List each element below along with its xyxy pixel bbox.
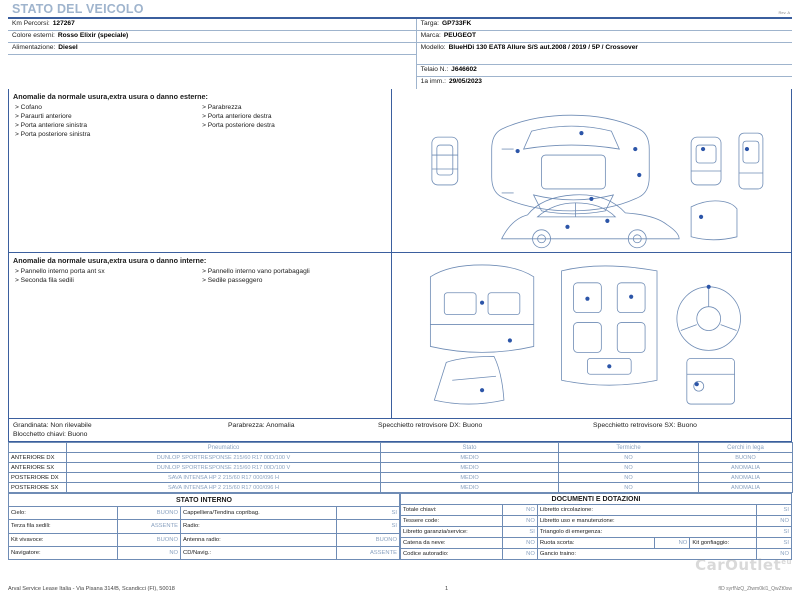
info-row <box>8 31 416 43</box>
notes-label: Specchietto retrovisore DX: <box>378 422 461 429</box>
tyre-rim: ANOMALIA <box>699 483 793 493</box>
field-label: Navigatore: <box>9 546 118 559</box>
table-row <box>9 520 400 533</box>
notes-label: Parabrezza: <box>228 422 265 429</box>
notes-item <box>13 421 228 430</box>
notes-value: Buono <box>67 431 88 438</box>
field-value: SI <box>337 507 400 520</box>
field-value: NO <box>502 538 537 549</box>
list-item: > Porta anteriore sinistra <box>15 122 88 129</box>
tyre-position: POSTERIORE DX <box>9 473 67 483</box>
internal-damage-col2 <box>200 267 387 285</box>
notes-item <box>13 430 228 439</box>
anomalies-column <box>9 89 392 418</box>
field-label: Gancio traino: <box>537 549 756 560</box>
document-body <box>8 2 792 560</box>
tyre-winter: NO <box>559 473 699 483</box>
tyres-col-pos <box>9 443 67 453</box>
table-row <box>9 473 793 483</box>
notes-value: Anomalia <box>266 422 295 429</box>
list-item: > Porta anteriore destra <box>202 113 272 120</box>
table-row <box>9 533 400 546</box>
tyre-state: MEDIO <box>381 463 559 473</box>
notes-value: Buono <box>462 422 483 429</box>
tyres-col-termiche: Termiche <box>559 443 699 453</box>
field-value: BUONO <box>118 533 181 546</box>
field-label: Totale chiavi: <box>401 505 503 516</box>
tyre-position: ANTERIORE SX <box>9 463 67 473</box>
tyre-winter: NO <box>559 483 699 493</box>
notes-item <box>593 421 697 430</box>
tyre-position: POSTERIORE SX <box>9 483 67 493</box>
field-label: Terza fila sedili: <box>9 520 118 533</box>
documents-title: DOCUMENTI E DOTAZIONI <box>401 494 792 505</box>
field-value: SI <box>337 520 400 533</box>
table-row <box>401 538 792 549</box>
watermark-text: CarOutlet <box>695 556 782 574</box>
list-item: > Parabrezza <box>202 104 242 111</box>
tyres-col-tyre: Pneumatico <box>67 443 381 453</box>
notes-label: Blocchetto chiavi: <box>13 431 66 438</box>
field-label: Cappelliera/Tendina copribag. <box>181 507 337 520</box>
exterior-diagram-svg <box>392 89 791 252</box>
field-label: Codice autoradio: <box>401 549 503 560</box>
field-value: NO <box>502 505 537 516</box>
external-damage-col2 <box>200 103 387 139</box>
info-row <box>417 43 792 65</box>
info-value: GP733FK <box>442 20 472 27</box>
tyre-state: MEDIO <box>381 453 559 463</box>
field-value: SI <box>756 505 791 516</box>
notes-value: Non rilevabile <box>50 422 92 429</box>
interior-state-header <box>9 494 400 507</box>
field-value: ASSENTE <box>118 520 181 533</box>
info-value: 127267 <box>52 20 75 27</box>
list-item: > Seconda fila sedili <box>15 277 74 284</box>
list-item: > Paraurti anteriore <box>15 113 72 120</box>
info-row <box>417 77 792 89</box>
tyres-table <box>8 442 793 493</box>
tyre-model: SAVA INTENSA HP 2 215/60 R17 000/096 H <box>67 483 381 493</box>
field-value: SI <box>502 527 537 538</box>
info-label: Telaio N.: <box>420 66 449 73</box>
documents-table <box>400 493 792 560</box>
field-label: Libretto uso e manutenzione: <box>537 516 756 527</box>
table-row <box>9 507 400 520</box>
internal-damage-col1 <box>13 267 200 285</box>
info-value: PEUGEOT <box>443 32 477 39</box>
documents-header <box>401 494 792 505</box>
tyre-rim: ANOMALIA <box>699 473 793 483</box>
field-label: Antenna radio: <box>181 533 337 546</box>
table-row <box>401 505 792 516</box>
field-label: Cielo: <box>9 507 118 520</box>
internal-damage-title: Anomalie da normale usura,extra usura o danno interne: <box>13 256 207 265</box>
field-value: NO <box>502 549 537 560</box>
field-label: Triangolo di emergenza: <box>537 527 756 538</box>
field-label: Kit vivavoce: <box>9 533 118 546</box>
field-label: CD/Navig.: <box>181 546 337 559</box>
info-row <box>8 43 416 55</box>
internal-damage-lists <box>9 267 391 289</box>
field-value: NO <box>502 516 537 527</box>
list-item: > Cofano <box>15 104 42 111</box>
inspection-body <box>8 89 792 419</box>
field-value: NO <box>756 549 791 560</box>
external-damage-col1 <box>13 103 200 139</box>
field-value: BUONO <box>118 507 181 520</box>
interior-diagram <box>392 252 791 418</box>
footer-company: Arval Service Lease Italia - Via Pisana 314/B, Scandicci (FI), 50018 <box>8 586 175 592</box>
tyres-col-stato: Stato <box>381 443 559 453</box>
bottom-tables <box>8 493 792 560</box>
table-row <box>9 453 793 463</box>
info-row-spacer <box>8 55 416 82</box>
list-item: > Pannello interno vano portabagagli <box>202 268 310 275</box>
footer-page-number: 1 <box>445 586 449 592</box>
external-damage-block <box>9 89 391 252</box>
info-value: 29/05/2023 <box>448 78 482 85</box>
info-row <box>8 19 416 31</box>
list-item: > Porta posteriore destra <box>202 122 275 129</box>
info-label: Modello: <box>420 44 446 51</box>
list-item: > Pannello interno porta ant sx <box>15 268 105 275</box>
info-label: Alimentazione: <box>12 44 56 51</box>
notes-label: Grandinata: <box>13 422 49 429</box>
tyre-rim: BUONO <box>699 453 793 463</box>
external-damage-title: Anomalie da normale usura,extra usura o danno esterne: <box>13 92 208 101</box>
notes-line-2 <box>13 430 787 439</box>
info-value: Rosso Elixir (speciale) <box>57 32 129 39</box>
field-value: NO <box>655 538 690 549</box>
tyre-model: DUNLOP SPORTRESPONSE 215/60 R17 00D/100 V <box>67 453 381 463</box>
field-label: Catena da neve: <box>401 538 503 549</box>
notes-item <box>378 421 593 430</box>
tyre-winter: NO <box>559 463 699 473</box>
field-value: SI <box>756 527 791 538</box>
tyre-position: ANTERIORE DX <box>9 453 67 463</box>
exterior-diagram <box>392 89 791 252</box>
field-label: Tessere code: <box>401 516 503 527</box>
tyres-header-row <box>9 443 793 453</box>
field-label: Ruota scorta: <box>537 538 654 549</box>
field-label: Libretto garanzia/service: <box>401 527 503 538</box>
tyres-col-cerchi: Cerchi in lega <box>699 443 793 453</box>
field-value: NO <box>118 546 181 559</box>
tyre-state: MEDIO <box>381 483 559 493</box>
info-row <box>417 31 792 43</box>
field-label: Radio: <box>181 520 337 533</box>
info-label: Km Percorsi: <box>12 20 50 27</box>
notes-value: Buono <box>677 422 697 429</box>
notes-line-1 <box>13 421 787 430</box>
watermark-tld: eu <box>781 558 792 566</box>
field-value: ASSENTE <box>337 546 400 559</box>
notes-item <box>228 421 378 430</box>
field-value: SI <box>756 538 791 549</box>
info-label: Marca: <box>420 32 441 39</box>
info-row <box>417 19 792 31</box>
external-damage-lists <box>9 103 391 143</box>
field-label: Libretto circolazione: <box>537 505 756 516</box>
damage-notes <box>8 419 792 442</box>
vehicle-info-left <box>8 19 416 89</box>
table-row <box>9 546 400 559</box>
tyre-rim: ANOMALIA <box>699 463 793 473</box>
vehicle-info-right <box>416 19 792 89</box>
table-row <box>9 483 793 493</box>
info-row <box>417 65 792 77</box>
interior-diagram-svg <box>392 253 791 418</box>
info-label: Colore esterni: <box>12 32 55 39</box>
info-value: Diesel <box>58 44 78 51</box>
list-item: > Sedile passeggero <box>202 277 263 284</box>
field-value: NO <box>756 516 791 527</box>
info-label: Targa: <box>420 20 439 27</box>
info-value: J646602 <box>451 66 477 73</box>
vehicle-info <box>8 18 792 89</box>
table-row <box>401 549 792 560</box>
page-title: STATO DEL VEICOLO <box>12 2 144 16</box>
table-row <box>401 527 792 538</box>
list-item: > Porta posteriore sinistra <box>15 131 91 138</box>
tyre-model: DUNLOP SPORTRESPONSE 215/60 R17 00D/100 V <box>67 463 381 473</box>
interior-state-table <box>8 493 400 560</box>
table-row <box>401 516 792 527</box>
tyre-winter: NO <box>559 453 699 463</box>
info-value: BlueHDi 130 EAT8 Allure S/S aut.2008 / 2019 / 5P / Crossover <box>448 44 638 51</box>
footer <box>8 586 792 592</box>
field-label: Kit gonfiaggio: <box>690 538 756 549</box>
tyre-state: MEDIO <box>381 473 559 483</box>
field-value: BUONO <box>337 533 400 546</box>
notes-label: Specchietto retrovisore SX: <box>593 422 676 429</box>
revision-label: Rev. A <box>778 10 790 15</box>
footer-reference: fID syrfNzQ_Ztwm0kl1_QwZt0sw <box>718 586 792 592</box>
interior-state-title: STATO INTERNO <box>9 494 400 507</box>
tyre-model: SAVA INTENSA HP 2 215/60 R17 000/096 H <box>67 473 381 483</box>
internal-damage-block <box>9 252 391 418</box>
table-row <box>9 463 793 473</box>
diagrams-column <box>392 89 791 418</box>
info-label: 1a imm.: <box>420 78 446 85</box>
